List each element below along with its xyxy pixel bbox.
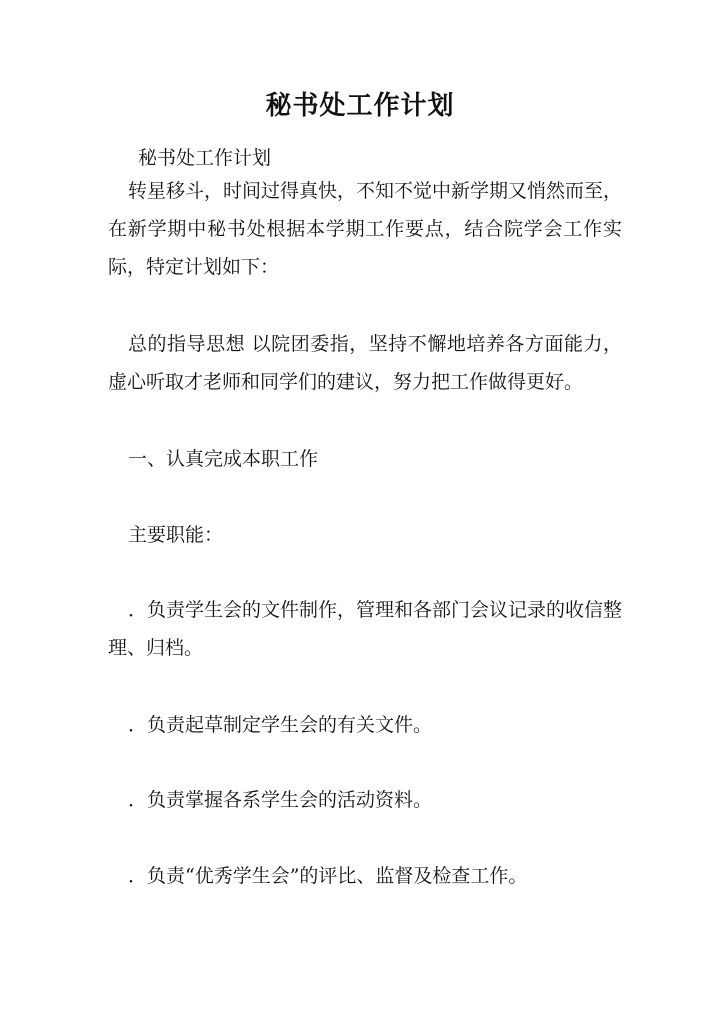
duty-item: ．负责起草制定学生会的有关文件。 [128,714,433,736]
document-subtitle: 秘书处工作计划 [138,147,272,169]
intro-paragraph: 转星移斗，时间过得真快，不知不觉中新学期又悄然而至，在新学期中秘书处根据本学期工作要点，结合院学会工作实际，特定计划如下： [108,180,623,278]
main-functions-label: 主要职能： [128,524,224,546]
guiding-principle-paragraph: 总的指导思想 以院团委指，坚持不懈地培养各方面能力，虚心听取才老师和同学们的建议，努力把工作做得更好。 [108,333,622,393]
duty-item: ．负责“优秀学生会”的评比、监督及检查工作。 [128,865,528,887]
duty-item: ．负责学生会的文件制作，管理和各部门会议记录的收信整理、归档。 [108,599,623,659]
document-title: 秘书处工作计划 [265,91,455,121]
duty-item: ．负责掌握各系学生会的活动资料。 [128,789,433,811]
section-heading: 一、认真完成本职工作 [128,448,319,470]
